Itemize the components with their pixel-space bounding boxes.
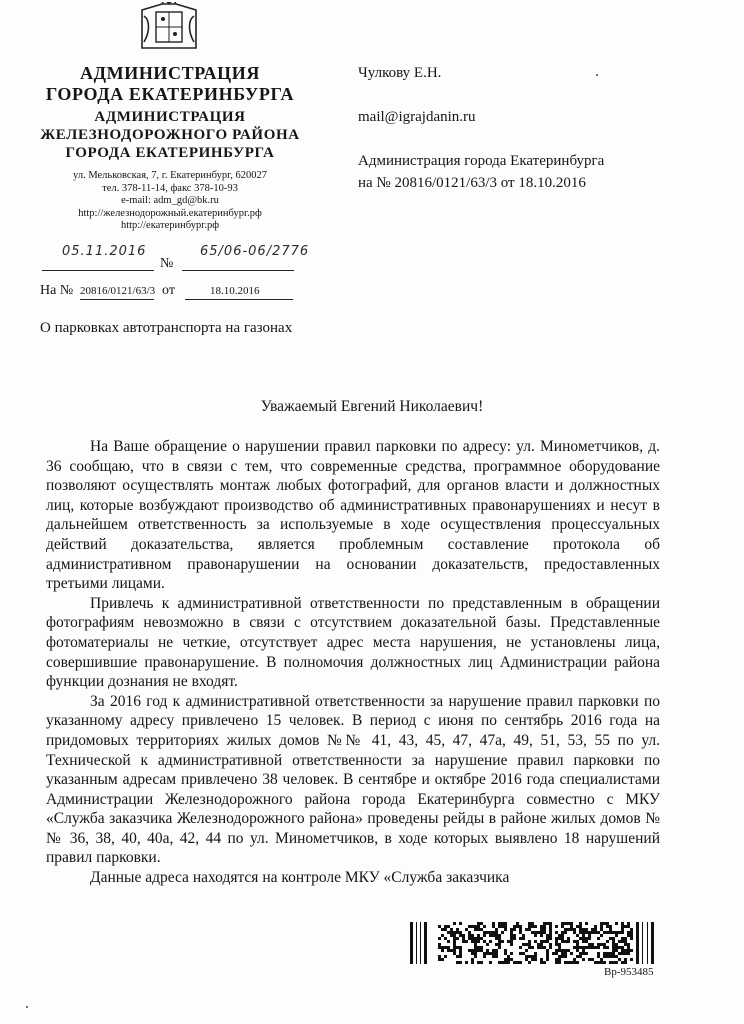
recipient-block [358,62,738,194]
registration-date: 05.11.2016 [62,244,147,259]
registration-number: 65/06-06/2776 [200,244,310,259]
recipient-ref-line-1: Администрация города Екатеринбурга [358,153,605,169]
dept-line-3: ГОРОДА ЕКАТЕРИНБУРГА [65,145,275,161]
barcode-icon [410,922,660,964]
organization-name [40,63,300,105]
reference-ot: от [162,283,175,298]
contact-block [40,170,300,233]
reference-label: На № [40,283,74,298]
phone: тел. 378-11-14, факс 378-10-93 [102,182,238,194]
city-coat-of-arms-icon [132,2,206,52]
ref-date-underline [185,299,293,300]
recipient-ref-line-2: на № 20816/0121/63/3 от 18.10.2016 [358,175,586,191]
email: e-mail: adm_gd@bk.ru [121,195,219,206]
ref-number-underline [80,299,154,300]
website-1: http://железнодорожный.екатеринбург.рф [78,207,262,219]
body-paragraph-2: Привлечь к административной ответственности по представленным в обращении фотографиям невозможно в связи с отсутствием доказательной базы. Представленные фотоматериалы не четкие, отсутствует адрес места нарушения, не установлены лица, совершившие правонарушение. В полномочия должностных лиц Администрации района функции дознания не входят. [46,594,660,691]
greeting: Уважаемый Евгений Николаевич! [260,398,484,415]
body-paragraph-4: Данные адреса находятся на контроле МКУ «Служба заказчика [90,869,510,887]
letter-body [46,437,660,888]
recipient-name: Чулкову Е.Н. [358,65,442,81]
body-paragraph-3: За 2016 год к административной ответственности за нарушение правил парковки по указанному адресу привлечено 15 человек. В период с июня по сентябрь 2016 года на придомовых территориях жилых домов №№ 41, 43, 45, 47, 47а, 49, 51, 53, 55 по ул. Технической к административной ответственности за нарушение правил парковки по указанным адресам привлечено 38 человек. В сентябре и октябре 2016 года специалистами Администрации Железнодорожного района города Екатеринбурга совместно с МКУ «Служба заказчика Железнодорожного района» проведены рейды в районе жилых домов №№ 36, 38, 40, 40а, 42, 44 по ул. Минометчиков, в ходе которых выявлено 18 нарушений правил парковки. [46,692,660,867]
document-code: Вр-953485 [604,966,654,978]
scan-speck [26,1006,28,1008]
recipient-email: mail@igrajdanin.ru [358,109,476,125]
dept-line-1: АДМИНИСТРАЦИЯ [94,109,246,125]
number-sign: № [160,256,174,271]
reference-number: 20816/0121/63/3 [80,285,156,297]
body-paragraph-1: На Ваше обращение о нарушении правил парковки по адресу: ул. Минометчиков, д. 36 сообщаю, что в связи с тем, что современные средства, программное оборудование позволяют осуществлять монтаж любых фотографий, для органов власти и должностных лиц, которые возбуждают производство об административных правонарушениях и несут в дальнейшем ответственность за используемые в ходе осуществления процессуальных действий доказательства, является проблемным составление протокола об административном правонарушении на основании доказательств, предоставленных третьими лицами. [46,438,660,593]
org-line-2: ГОРОДА ЕКАТЕРИНБУРГА [45,84,295,104]
letter-subject: О парковках автотранспорта на газонах [40,320,293,336]
number-underline [182,270,294,271]
scan-speck [596,74,598,76]
reference-date: 18.10.2016 [210,285,260,297]
org-line-1: АДМИНИСТРАЦИЯ [80,63,260,83]
recipient-reference [358,150,738,194]
department-name [40,108,300,162]
website-2: http://екатеринбург.рф [120,220,220,231]
date-underline [42,270,154,271]
address: ул. Мельковская, 7, г. Екатеринбург, 620027 [73,170,267,181]
dept-line-2: ЖЕЛЕЗНОДОРОЖНОГО РАЙОНА [40,127,300,143]
